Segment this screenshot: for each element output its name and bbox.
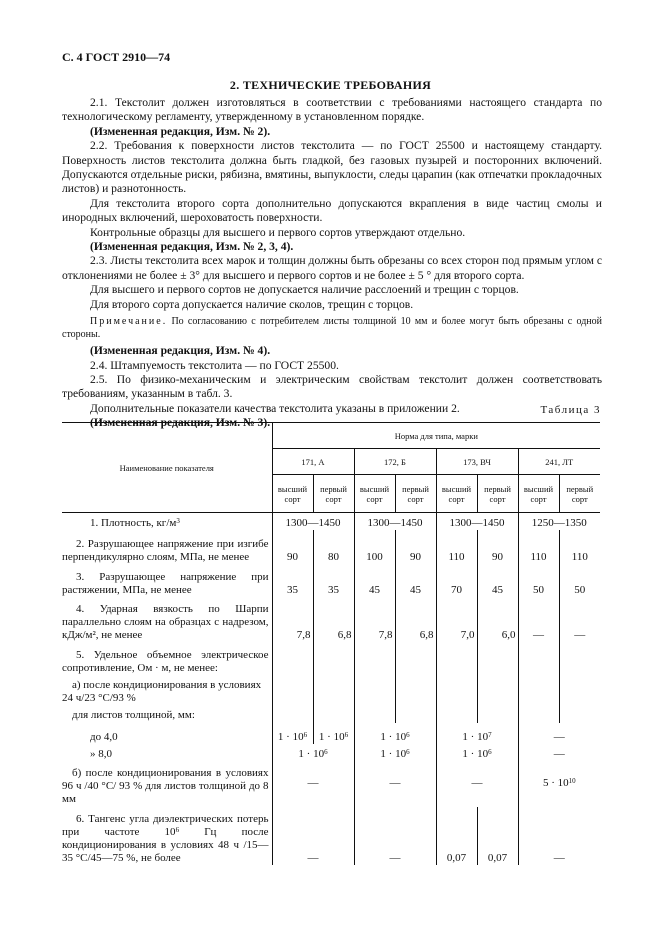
- cell: 45: [477, 565, 518, 597]
- cell: 1250—1350: [518, 513, 600, 531]
- cell: —: [559, 597, 600, 643]
- cell: —: [354, 761, 436, 807]
- paragraph: Контрольные образцы для высшего и первого сортов утверждают отдельно.: [90, 225, 466, 239]
- row-label: 3. Разрушающее напряжение при растяжении, МПа, не менее: [62, 570, 269, 596]
- cell: $1 \cdot 10^6$: [313, 723, 354, 744]
- section-body: [62, 96, 602, 431]
- cell: —: [518, 597, 559, 643]
- cell: 35: [313, 565, 354, 597]
- cell: $5 \cdot 10^{10}$: [518, 761, 600, 807]
- cell: $1 \cdot 10^6$: [272, 744, 354, 761]
- cell: 6,8: [395, 597, 436, 643]
- cell: 1300—1450: [272, 513, 354, 531]
- paragraph: 2.1. Текстолит должен изготовляться в соответствии с требованиями настоящего стандарта по технологическому регламенту, утвержденному в установленном порядке.: [62, 96, 602, 124]
- cell: —: [272, 761, 354, 807]
- cell: 110: [518, 530, 559, 564]
- cell: —: [518, 744, 600, 761]
- row-label: 6. Тангенс угла диэлектрических потерь при частоте $10^6$ Гц после кондиционирования в условиях 48 ч /15—35 °С/45—75 %, не более: [62, 812, 269, 865]
- sort-header: первый сорт: [559, 475, 600, 513]
- cell: 6,8: [313, 597, 354, 643]
- row-label: б) после кондиционирования в условиях 96 ч /40 °С/ 93 % для листов толщиной до 8 мм: [62, 767, 269, 806]
- table-caption: Таблица 3: [540, 404, 601, 416]
- table-row: [62, 807, 600, 866]
- cell: 50: [559, 565, 600, 597]
- row-label: 4. Ударная вязкость по Шарпи параллельно слоям на образцах с надрезом, кДж/м², не менее: [62, 603, 269, 642]
- paragraph: 2.2. Требования к поверхности листов текстолита — по ГОСТ 25500 и настоящему стандарту. Поверхность листов текстолита должна быть гладкой, без газовых пузырей и посторонних включений. Допускаются отдельные риски, рябизна, вмятины, выпуклости, следы царапин (как отпечатки прокладочных листов) и разнотонность.: [62, 139, 602, 196]
- paragraph: Для текстолита второго сорта дополнительно допускаются вкрапления в виде частиц смолы и инородных включений, шероховатость поверхности.: [62, 196, 602, 225]
- cell: 45: [395, 565, 436, 597]
- paragraph: 2.4. Штампуемость текстолита — по ГОСТ 25500.: [90, 358, 339, 372]
- mark-header: 241, ЛТ: [518, 449, 600, 475]
- cell: 1300—1450: [354, 513, 436, 531]
- table-row: [62, 530, 600, 564]
- cell: 45: [354, 565, 395, 597]
- cell: 50: [518, 565, 559, 597]
- sort-header: высший сорт: [354, 475, 395, 513]
- row-label: до 4,0: [90, 730, 118, 743]
- row-label: 2. Разрушающее напряжение при изгибе перпендикулярно слоям, МПа, не менее: [62, 538, 269, 564]
- section-title: 2. ТЕХНИЧЕСКИЕ ТРЕБОВАНИЯ: [229, 78, 432, 92]
- sort-header: высший сорт: [272, 475, 313, 513]
- page-header: С. 4 ГОСТ 2910—74: [62, 50, 171, 64]
- cell: 80: [313, 530, 354, 564]
- cell: $1 \cdot 10^7$: [436, 723, 518, 744]
- sort-header: высший сорт: [436, 475, 477, 513]
- mark-header: 173, ВЧ: [436, 449, 518, 475]
- table-row: [62, 565, 600, 597]
- cell: —: [272, 807, 354, 866]
- sort-header: первый сорт: [395, 475, 436, 513]
- revision-note: (Измененная редакция, Изм. № 3).: [90, 416, 271, 430]
- row-label: а) после кондиционирования в условиях 24 ч/23 °С/93 %: [62, 679, 262, 705]
- revision-note: (Измененная редакция, Изм. № 2, 3, 4).: [90, 240, 294, 254]
- cell: 1300—1450: [436, 513, 518, 531]
- sort-header: первый сорт: [477, 475, 518, 513]
- cell: 110: [436, 530, 477, 564]
- cell: 110: [559, 530, 600, 564]
- revision-note: (Измененная редакция, Изм. № 4).: [90, 344, 271, 358]
- row-label: 5. Удельное объемное электрическое сопротивление, Ом · м, не менее:: [62, 648, 269, 674]
- cell: 90: [477, 530, 518, 564]
- table-row: [62, 597, 600, 643]
- cell: 7,8: [272, 597, 313, 643]
- properties-table: [62, 422, 600, 865]
- table-row: [62, 723, 600, 744]
- cell: 70: [436, 565, 477, 597]
- note-label: Примечание.: [90, 316, 168, 328]
- paragraph: 2.3. Листы текстолита всех марок и толщин должны быть обрезаны со всех сторон под прямым углом с отклонениями не более ± 3° для высшего и первого сортов и не более ± 5 ° для второго сорта.: [62, 254, 602, 282]
- row-label: 1. Плотность, $кг/м^3$: [90, 517, 180, 529]
- revision-note: (Измененная редакция, Изм. № 2).: [90, 124, 271, 138]
- cell: $1 \cdot 10^6$: [354, 744, 436, 761]
- cell: —: [518, 807, 600, 866]
- cell: $1 \cdot 10^6$: [354, 723, 436, 744]
- table-row: [62, 675, 600, 705]
- sort-header: высший сорт: [518, 475, 559, 513]
- sort-header: первый сорт: [313, 475, 354, 513]
- table-row: [62, 744, 600, 761]
- mark-header: 172, Б: [354, 449, 436, 475]
- row-label: для листов толщиной, мм:: [72, 709, 195, 722]
- table-row: [62, 761, 600, 807]
- table-row: [62, 705, 600, 722]
- paragraph: Для второго сорта допускается наличие сколов, трещин с торцов.: [90, 297, 414, 311]
- cell: 0,07: [477, 807, 518, 866]
- cell: 0,07: [436, 807, 477, 866]
- paragraph: Дополнительные показатели качества текстолита указаны в приложении 2.: [90, 401, 460, 415]
- table-row: [62, 513, 600, 531]
- cell: —: [518, 723, 600, 744]
- cell: 7,0: [436, 597, 477, 643]
- cell: $1 \cdot 10^6$: [272, 723, 313, 744]
- row-label: » 8,0: [90, 747, 112, 760]
- col-header-name: Наименование показателя: [62, 423, 272, 513]
- cell: 90: [272, 530, 313, 564]
- note: [62, 315, 602, 341]
- cell: 7,8: [354, 597, 395, 643]
- cell: 6,0: [477, 597, 518, 643]
- paragraph: Для высшего и первого сортов не допускается наличие расслоений и трещин с торцов.: [90, 283, 519, 297]
- table-row: [62, 643, 600, 675]
- paragraph: 2.5. По физико-механическим и электрическим свойствам текстолит должен соответствовать требованиям, указанным в табл. 3.: [62, 372, 602, 401]
- cell: 90: [395, 530, 436, 564]
- norm-header: Норма для типа, марки: [272, 423, 600, 449]
- note-text: По согласованию с потребителем листы толщиной 10 мм и более могут быть обрезаны с одной стороны.: [62, 316, 602, 341]
- cell: 35: [272, 565, 313, 597]
- cell: 100: [354, 530, 395, 564]
- mark-header: 171, А: [272, 449, 354, 475]
- cell: $1 \cdot 10^6$: [436, 744, 518, 761]
- cell: —: [436, 761, 518, 807]
- cell: —: [354, 807, 436, 866]
